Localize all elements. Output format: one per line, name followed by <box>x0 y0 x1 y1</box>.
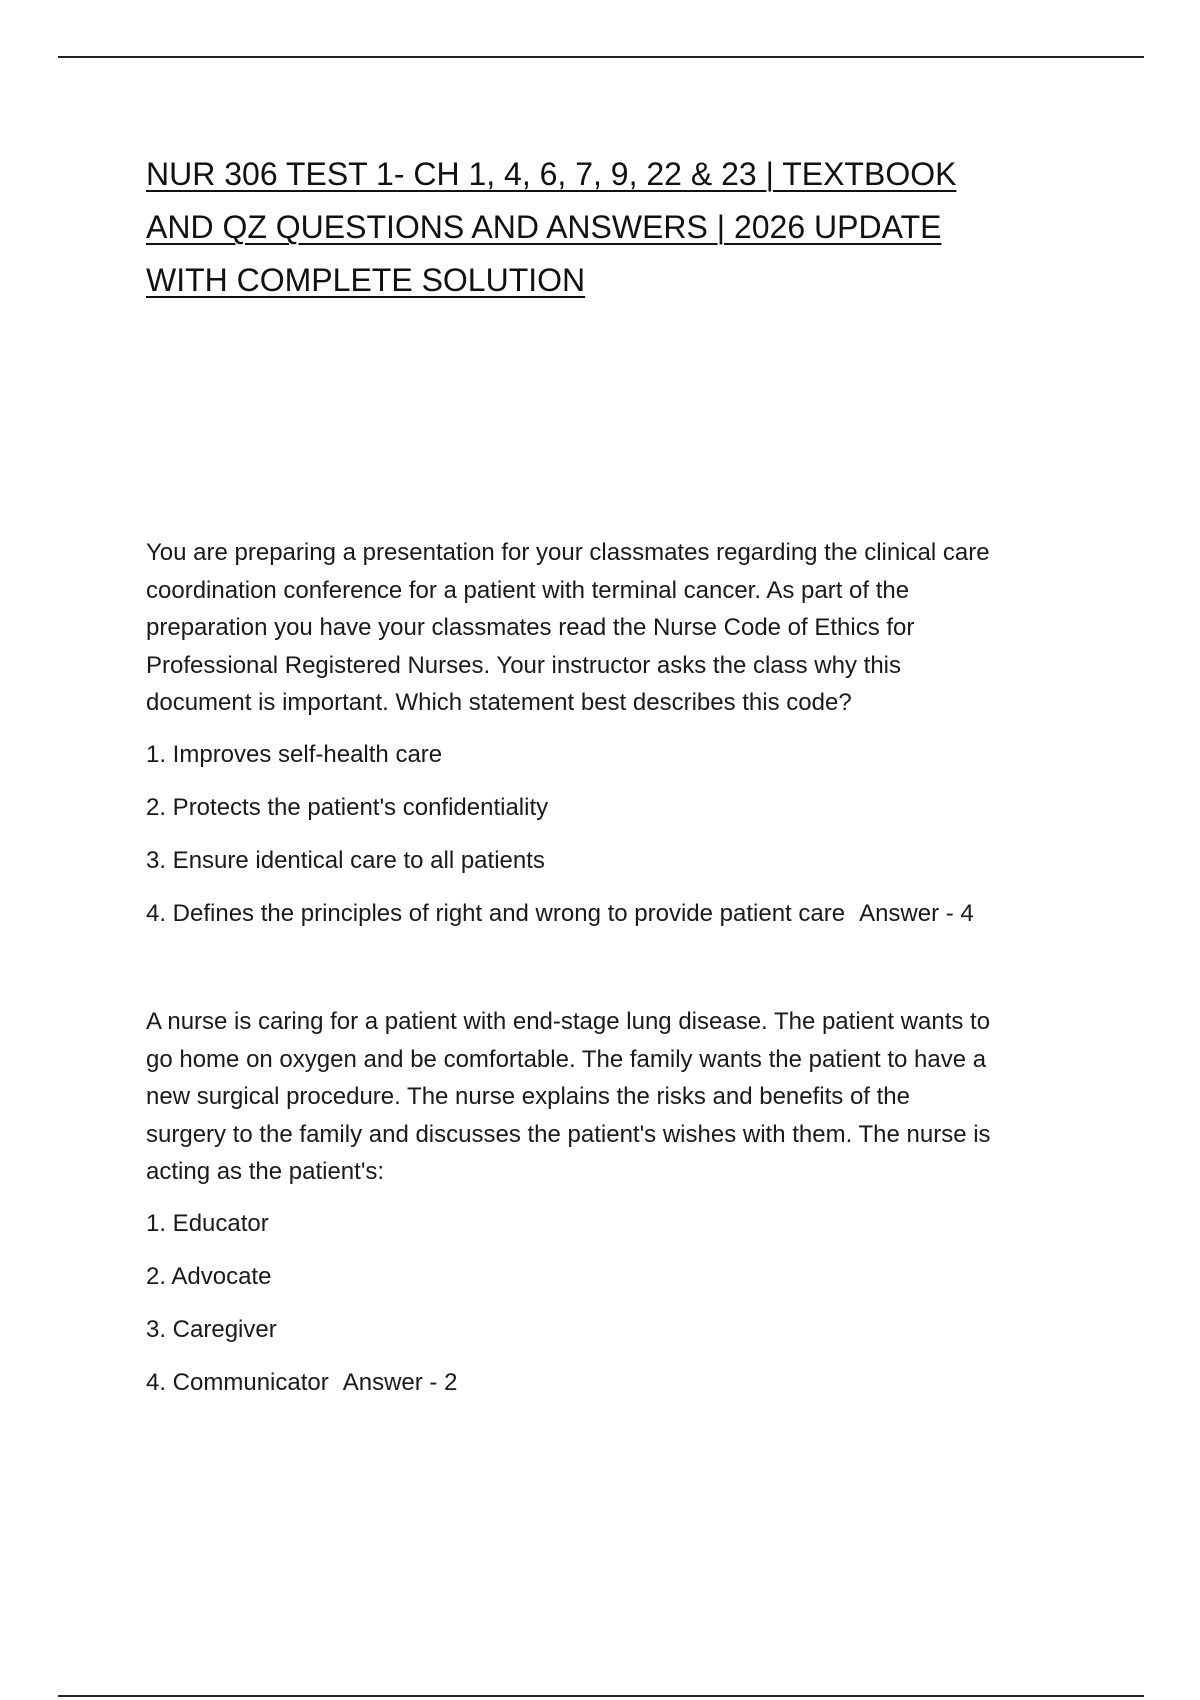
stem-line: acting as the patient's: <box>146 1158 385 1185</box>
option-text: 2. Protects the patient's confidentiality <box>146 793 549 821</box>
stem-line: new surgical procedure. The nurse explains the risks and benefits of the <box>146 1083 910 1110</box>
option-text: 4. Defines the principles of right and wrong to provide patient care <box>146 899 846 927</box>
option-text: 1. Educator <box>146 1209 269 1237</box>
document-title <box>146 148 1066 307</box>
stem-line: Professional Registered Nurses. Your instructor asks the class why this <box>146 651 902 679</box>
answer-option <box>146 1311 1066 1348</box>
question-stem <box>146 534 1066 722</box>
option-text: 3. Caregiver <box>146 1315 277 1343</box>
question-block <box>146 534 1066 948</box>
stem-line: surgery to the family and discusses the patient's wishes with them. The nurse is <box>146 1120 991 1148</box>
answer-option <box>146 842 1066 879</box>
option-text: 2. Advocate <box>146 1262 272 1290</box>
answer-option <box>146 895 1066 932</box>
title-line: AND QZ QUESTIONS AND ANSWERS | 2026 UPDATE <box>146 209 942 245</box>
answer-option <box>146 1364 1066 1401</box>
answer-key: Answer - 2 <box>342 1368 458 1396</box>
header-rule <box>58 56 1144 58</box>
answer-key: Answer - 4 <box>859 899 974 927</box>
stem-line: preparation you have your classmates read the Nurse Code of Ethics for <box>146 614 915 641</box>
option-text: 3. Ensure identical care to all patients <box>146 846 545 874</box>
footer-rule <box>58 1695 1144 1697</box>
answer-option <box>146 1205 1066 1242</box>
stem-line: go home on oxygen and be comfortable. The family wants the patient to have a <box>146 1045 987 1073</box>
option-text: 4. Communicator <box>146 1368 329 1396</box>
title-line: NUR 306 TEST 1- CH 1, 4, 6, 7, 9, 22 & 23 | TEXTBOOK <box>146 156 957 192</box>
question-block <box>146 1003 1066 1417</box>
answer-option <box>146 789 1066 826</box>
answer-option <box>146 1258 1066 1295</box>
answer-options <box>146 736 1066 932</box>
question-stem <box>146 1003 1066 1191</box>
stem-line: A nurse is caring for a patient with end-stage lung disease. The patient wants to <box>146 1008 991 1035</box>
stem-line: document is important. Which statement best describes this code? <box>146 689 852 716</box>
answer-option <box>146 736 1066 773</box>
stem-line: You are preparing a presentation for your classmates regarding the clinical care <box>146 539 990 566</box>
option-text: 1. Improves self-health care <box>146 740 443 768</box>
stem-line: coordination conference for a patient with terminal cancer. As part of the <box>146 576 910 604</box>
answer-options <box>146 1205 1066 1401</box>
title-line: WITH COMPLETE SOLUTION <box>146 262 586 298</box>
